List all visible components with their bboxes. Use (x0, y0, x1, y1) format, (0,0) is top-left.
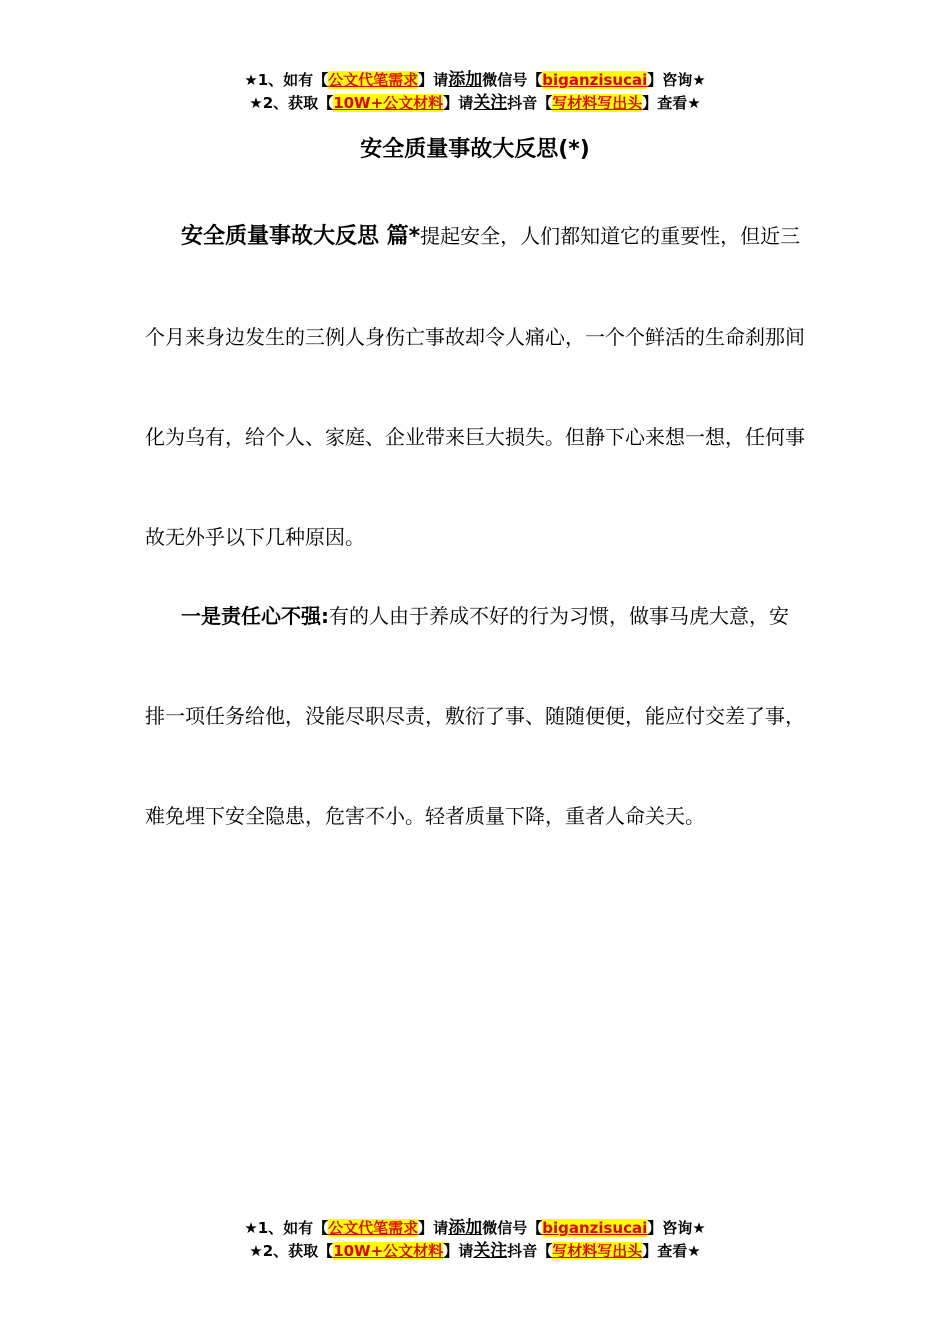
footer-banner (0, 1217, 950, 1263)
banner-text: 】查看★ (642, 94, 701, 112)
banner-line-2 (0, 92, 950, 115)
banner-highlight-materials: 10W+公文材料 (333, 1242, 444, 1260)
banner-line-1 (0, 69, 950, 92)
banner-highlight-wechat: biganzisucai (542, 1219, 648, 1237)
banner-emphasis: 添加 (448, 1218, 483, 1238)
banner-text: 】请 (418, 71, 449, 89)
paragraph-lead: 安全质量事故大反思 篇* (181, 224, 421, 249)
banner-text: ★1、如有【 (244, 71, 329, 89)
banner-line-1 (0, 1217, 950, 1240)
banner-text: 抖音【 (507, 94, 553, 112)
banner-text: 抖音【 (507, 1242, 553, 1260)
banner-text: ★2、获取【 (249, 1242, 334, 1260)
banner-emphasis: 添加 (448, 70, 483, 90)
document-title: 安全质量事故大反思(*) (360, 137, 590, 162)
banner-text: 微信号【 (482, 71, 543, 89)
banner-text: 】查看★ (642, 1242, 701, 1260)
banner-highlight-wechat: biganzisucai (542, 71, 648, 89)
banner-highlight-service: 公文代笔需求 (328, 71, 419, 89)
banner-text: 】请 (443, 94, 474, 112)
banner-emphasis: 关注 (473, 1241, 508, 1261)
banner-text: 】请 (443, 1242, 474, 1260)
banner-text: 微信号【 (482, 1219, 543, 1237)
banner-line-2 (0, 1240, 950, 1263)
banner-emphasis: 关注 (473, 93, 508, 113)
paragraph-text: 有的人由于养成不好的行为习惯，做事马虎大意，安排一项任务给他，没能尽职尽责，敷衍了事、随随便便，能应付交差了事，难免埋下安全隐患，危害不小。轻者质量下降，重者人命关天。 (145, 604, 805, 828)
banner-highlight-douyin: 写材料写出头 (552, 94, 643, 112)
banner-highlight-service: 公文代笔需求 (328, 1219, 419, 1237)
banner-text: 】咨询★ (647, 1219, 706, 1237)
paragraph-lead: 一是责任心不强: (181, 604, 329, 628)
banner-highlight-materials: 10W+公文材料 (333, 94, 444, 112)
banner-text: ★1、如有【 (244, 1219, 329, 1237)
body-paragraph-1 (145, 186, 805, 587)
body-paragraph-2 (145, 566, 805, 866)
banner-text: ★2、获取【 (249, 94, 334, 112)
banner-highlight-douyin: 写材料写出头 (552, 1242, 643, 1260)
banner-text: 】请 (418, 1219, 449, 1237)
header-banner (0, 69, 950, 115)
paragraph-text: 提起安全，人们都知道它的重要性，但近三个月来身边发生的三例人身伤亡事故却令人痛心，一个个鲜活的生命刹那间化为乌有，给个人、家庭、企业带来巨大损失。但静下心来想一想，任何事故无外乎以下几种原因。 (145, 224, 805, 549)
banner-text: 】咨询★ (647, 71, 706, 89)
